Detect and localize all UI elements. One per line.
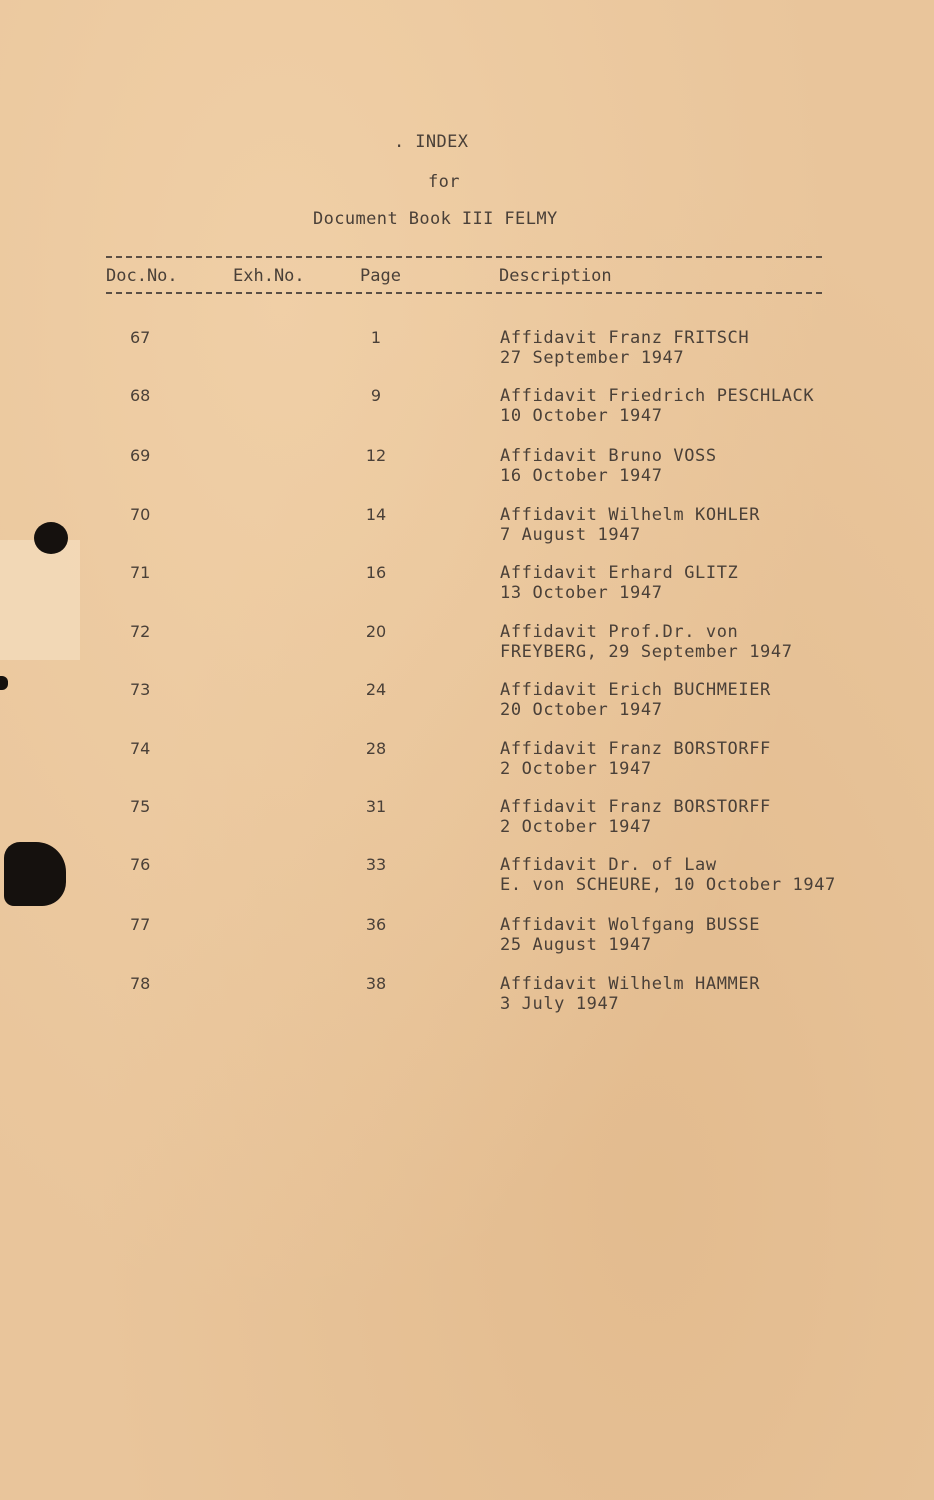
description-line-1: Affidavit Franz FRITSCH: [500, 328, 750, 348]
doc-number: 78: [130, 974, 151, 993]
table-row: [0, 386, 934, 436]
doc-number: 67: [130, 328, 151, 347]
table-row: [0, 974, 934, 1024]
doc-number: 68: [130, 386, 151, 405]
col-page: Page: [360, 266, 401, 286]
table-row: [0, 622, 934, 672]
description-line-2: 27 September 1947: [500, 348, 685, 368]
table-row: [0, 855, 934, 905]
rule-top: [106, 256, 822, 258]
description-line-1: Affidavit Franz BORSTORFF: [500, 797, 771, 817]
page-number: 31: [365, 797, 387, 816]
table-row: [0, 505, 934, 555]
description-line-2: 3 July 1947: [500, 994, 620, 1014]
description-line-1: Affidavit Bruno VOSS: [500, 446, 717, 466]
page-number: 1: [370, 328, 382, 347]
table-row: [0, 328, 934, 378]
page-number: 36: [365, 915, 387, 934]
description-line-2: 2 October 1947: [500, 759, 652, 779]
description-line-1: Affidavit Wilhelm KOHLER: [500, 505, 761, 525]
doc-number: 71: [130, 563, 151, 582]
table-row: [0, 446, 934, 496]
col-doc-no: Doc.No.: [106, 266, 178, 286]
description-line-2: FREYBERG, 29 September 1947: [500, 642, 793, 662]
description-line-2: 10 October 1947: [500, 406, 663, 426]
doc-number: 75: [130, 797, 151, 816]
table-row: [0, 739, 934, 789]
page-number: 20: [365, 622, 387, 641]
table-row: [0, 680, 934, 730]
description-line-1: Affidavit Wolfgang BUSSE: [500, 915, 761, 935]
description-line-1: Affidavit Erich BUCHMEIER: [500, 680, 771, 700]
page-number: 14: [365, 505, 387, 524]
description-line-2: E. von SCHEURE, 10 October 1947: [500, 875, 836, 895]
description-line-2: 2 October 1947: [500, 817, 652, 837]
col-exh-no: Exh.No.: [233, 266, 305, 286]
description-line-2: 13 October 1947: [500, 583, 663, 603]
doc-number: 72: [130, 622, 151, 641]
page-number: 38: [365, 974, 387, 993]
index-title: . INDEX: [394, 132, 469, 152]
page-number: 24: [365, 680, 387, 699]
page-number: 28: [365, 739, 387, 758]
description-line-2: 20 October 1947: [500, 700, 663, 720]
col-description: Description: [499, 266, 612, 286]
description-line-1: Affidavit Friedrich PESCHLACK: [500, 386, 815, 406]
rule-bottom: [106, 292, 822, 294]
page-number: 16: [365, 563, 387, 582]
doc-number: 70: [130, 505, 151, 524]
description-line-1: Affidavit Wilhelm HAMMER: [500, 974, 761, 994]
description-line-1: Affidavit Prof.Dr. von: [500, 622, 739, 642]
page-number: 12: [365, 446, 387, 465]
page-number: 9: [370, 386, 382, 405]
doc-number: 73: [130, 680, 151, 699]
description-line-1: Affidavit Franz BORSTORFF: [500, 739, 771, 759]
description-line-2: 25 August 1947: [500, 935, 652, 955]
table-row: [0, 563, 934, 613]
description-line-2: 7 August 1947: [500, 525, 641, 545]
description-line-1: Affidavit Dr. of Law: [500, 855, 717, 875]
description-line-1: Affidavit Erhard GLITZ: [500, 563, 739, 583]
table-row: [0, 915, 934, 965]
doc-number: 77: [130, 915, 151, 934]
for-line: for: [428, 172, 460, 192]
page-number: 33: [365, 855, 387, 874]
doc-number: 76: [130, 855, 151, 874]
doc-number: 69: [130, 446, 151, 465]
table-row: [0, 797, 934, 847]
book-title: Document Book III FELMY: [313, 209, 558, 229]
doc-number: 74: [130, 739, 151, 758]
description-line-2: 16 October 1947: [500, 466, 663, 486]
